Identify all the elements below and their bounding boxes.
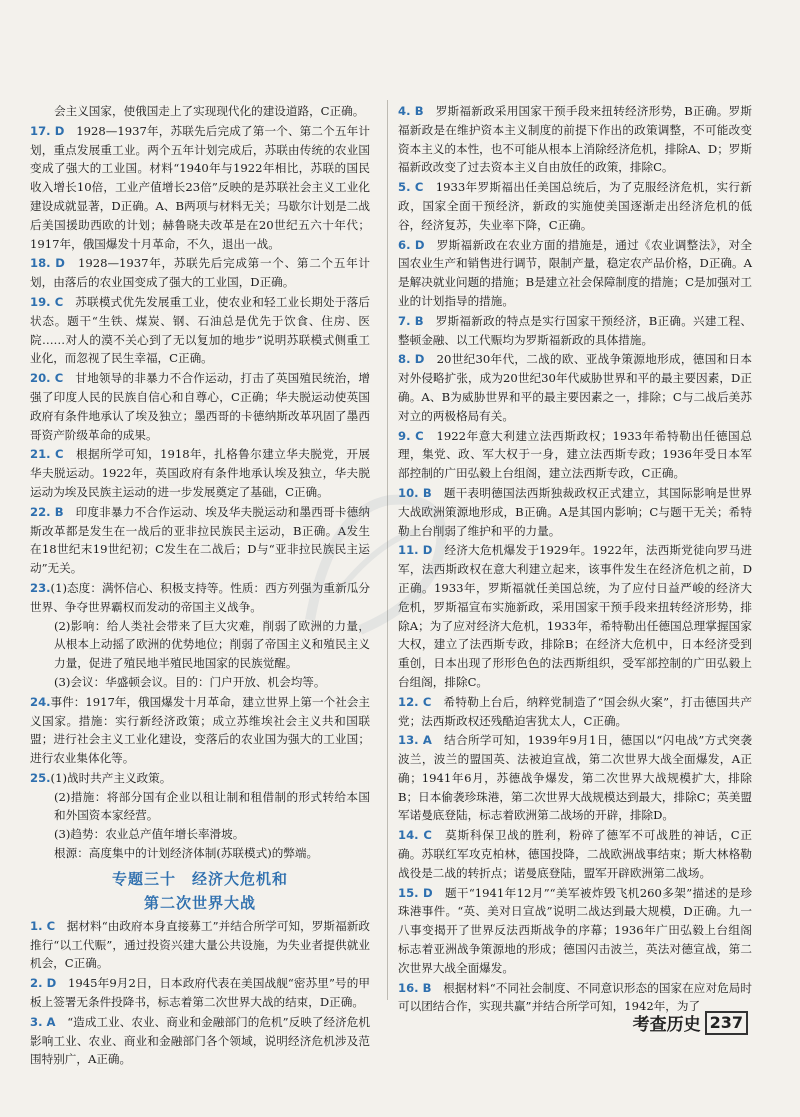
answer-16: 16. B 根据材料“不同社会制度、不同意识形态的国家在应对危局时可以团结合作，实现共赢”并结合所学可知，1942年，为了 [398, 980, 752, 1014]
answer-13: 13. A 结合所学可知，1939年9月1日，德国以“闪电战”方式突袭波兰，波兰的盟国英、法被迫宣战，第二次世界大战全面爆发，A正确；1941年6月，苏德战争爆发，第二次世界大战规模扩大，排除B；日本偷袭珍珠港，第二次世界大战规模达到最大，排除C；英美盟军诺曼底登陆，标志着欧洲第二战场的开辟，排除D。 [398, 733, 752, 823]
answer-25: 25.(1)战时共产主义政策。 (2)措施：将部分国有企业以租让制和租借制的形式转给本国和外国资本家经营。 (3)趋势：农业总产值年增长率滑坡。 根源：高度集中的计划经济体制(苏联模式)的弊端。 [30, 770, 370, 861]
answer-9: 9. C 1922年意大利建立法西斯政权；1933年希特勒出任德国总理，集党、政、军大权于一身，建立法西斯专政；1936年受日本军部控制的广田弘毅上台组阁，建立法西斯专政，C正确。 [398, 428, 752, 481]
answer-8: 8. D 20世纪30年代，二战的欧、亚战争策源地形成，德国和日本对外侵略扩张，成为20世纪30年代威胁世界和平的最主要因素，D正确。A、B为威胁世界和平的最主要因素之一，排除；C与二战后美苏对立的两极格局有关。 [398, 352, 752, 423]
answer-7: 7. B 罗斯福新政的特点是实行国家干预经济，B正确。兴建工程、整顿金融、以工代赈均为罗斯福新政的具体措施。 [398, 313, 752, 347]
answer-15: 15. D 题干“1941年12月”“美军被炸毁飞机260多架”描述的是珍珠港事件。“英、美对日宣战”说明二战达到最大规模，D正确。九一八事变揭开了世界反法西斯战争的序幕；1936年广田弘毅上台组阁标志着亚洲战争策源地的形成；德国闪击波兰，英法对德宣战，第二次世界大战全面爆发。 [398, 885, 752, 975]
answer-23: 23.(1)态度：满怀信心、积极支持等。性质：西方列强为重新瓜分世界、争夺世界霸权而发动的帝国主义战争。 (2)影响：给人类社会带来了巨大灾难，削弱了欧洲的力量，从根本上动摇了欧洲的优势地位；削弱了帝国主义和殖民主义力量，促进了殖民地半殖民地国家的民族觉醒。 (3)会议：华盛顿会议。目的：门户开放、机会均等。 [30, 580, 370, 689]
answer-24: 24.事件：1917年，俄国爆发十月革命，建立世界上第一个社会主义国家。措施：实行新经济政策；成立苏维埃社会主义共和国联盟；进行社会主义工业化建设，变落后的农业国为强大的工业国；进行农业集体化等。 [30, 694, 370, 766]
section-heading: 专题三十 经济大危机和 第二次世界大战 [111, 869, 288, 912]
answer-4: 4. B 罗斯福新政采用国家干预手段来扭转经济形势，B正确。罗斯福新政是在维护资本主义制度的前提下作出的政策调整，不可能改变资本主义的本性，也不可能从根本上消除经济危机，排除A、D；罗斯福新政改变了过去资本主义自由放任的政策，排除C。 [398, 104, 752, 175]
answer-21: 21. C 根据所学可知，1918年，扎格鲁尔建立华夫脱党，开展华夫脱运动。1922年，英国政府有条件地承认埃及独立，华夫脱运动为埃及民族主运动的进一步发展奠定了基础，C正确。 [30, 447, 370, 499]
answer-10: 10. B 题干表明德国法西斯独裁政权正式建立，其国际影响是世界大战欧洲策源地形成，B正确。A是其国内影响；C与题干无关；希特勒上台削弱了维护和平的力量。 [398, 485, 752, 538]
answer-18: 18. D 1928—1937年，苏联先后完成第一个、第二个五年计划，由落后的农业国变成了强大的工业国，D正确。 [30, 256, 370, 290]
answer-11: 11. D 经济大危机爆发于1929年。1922年，法西斯党徒向罗马进军，法西斯政权在意大利建立起来，该事件发生在经济危机之前，D正确。1933年，罗斯福就任美国总统，为了应付日益严峻的经济大危机，罗斯福宣布实施新政，采用国家干预手段来扭转经济形势，排除A；为了应对经济大危机，1933年，希特勒出任德国总理掌握国家大权，建立了法西斯专政，排除B；在经济大危机中，日本经济受到重创，日本出现了形形色色的法西斯组织，受军部控制的广田弘毅上台组阁，排除C。 [398, 543, 752, 689]
answer-19: 19. C 苏联模式优先发展重工业，使农业和轻工业长期处于落后状态。题干“生铁、煤炭、钢、石油总是优先于饮食、住房、医院……对人的漠不关心到了无以复加的地步”说明苏联模式侧重工业化，而忽视了民生幸福，C正确。 [30, 294, 370, 366]
answer-14: 14. C 莫斯科保卫战的胜利，粉碎了德军不可战胜的神话，C正确。苏联红军攻克柏林，德国投降，二战欧洲战事结束；斯大林格勒战役是二战的转折点；诺曼底登陆，盟军开辟欧洲第二战场。 [398, 828, 752, 880]
answer-5: 5. C 1933年罗斯福出任美国总统后，为了克服经济危机，实行新政，国家全面干预经济，新政的实施使美国逐渐走出经济危机的低谷，经济复苏，失业率下降，C正确。 [398, 180, 752, 232]
answer-s3: 3. A “造成工业、农业、商业和金融部门的危机”反映了经济危机影响工业、农业、商业和金融部门各个领域，说明经济危机涉及范围特别广，A正确。 [30, 1014, 370, 1067]
watermark-logo [270, 470, 490, 650]
answer-6: 6. D 罗斯福新政在农业方面的措施是，通过《农业调整法》，对全国农业生产和销售进行调节，限制产量，稳定农产品价格，D正确。A是解决就业问题的措施；B是建立社会保障制度的措施；C是加强对工业的计划指导的措施。 [398, 237, 752, 308]
answer-continuation: 会主义国家，使俄国走上了实现现代化的建设道路，C正确。 [54, 104, 365, 118]
page-number: 237 [705, 1011, 748, 1035]
answer-22: 22. B 印度非暴力不合作运动、埃及华夫脱运动和墨西哥卡德纳斯改革都是发生在一战后的亚非拉民族民主运动，B正确。A发生在18世纪末19世纪初；C发生在二战后；D与“亚非拉民族民主运动”无关。 [30, 504, 370, 576]
answer-s2: 2. D 1945年9月2日，日本政府代表在美国战舰“密苏里”号的甲板上签署无条件投降书，标志着第二次世界大战的结束，D正确。 [30, 976, 370, 1010]
page-footer [633, 1010, 748, 1035]
answer-20: 20. C 甘地领导的非暴力不合作运动，打击了英国殖民统治，增强了印度人民的民族自信心和自尊心，C正确；华夫脱运动使英国政府有条件地承认了埃及独立；墨西哥的卡德纳斯改革巩固了墨西哥资产阶级革命的成果。 [30, 371, 370, 442]
answer-12: 12. C 希特勒上台后，纳粹党制造了“国会纵火案”，打击德国共产党；法西斯政权还残酷迫害犹太人，C正确。 [398, 694, 752, 728]
answer-s1: 1. C 据材料“由政府本身直接募工”并结合所学可知，罗斯福新政推行“以工代赈”，通过投资兴建大量公共设施，为失业者提供就业机会，C正确。 [30, 918, 370, 971]
book-label: 考查历史 [632, 1015, 701, 1035]
answer-17: 17. D 1928—1937年，苏联先后完成了第一个、第二个五年计划，重点发展重工业。两个五年计划完成后，苏联由传统的农业国变成了强大的工业国。材料“1940年与1922年相比，苏联的国民收入增长10倍，工业产值增长23倍”反映的是苏联社会主义工业化建设成就显著，D正确。A、B两项与材料无关；马歇尔计划是二战后美国援助西欧的计划；赫鲁晓夫改革是在20世纪五六十年代；1917年，俄国爆发十月革命，不久，退出一战。 [30, 123, 370, 251]
